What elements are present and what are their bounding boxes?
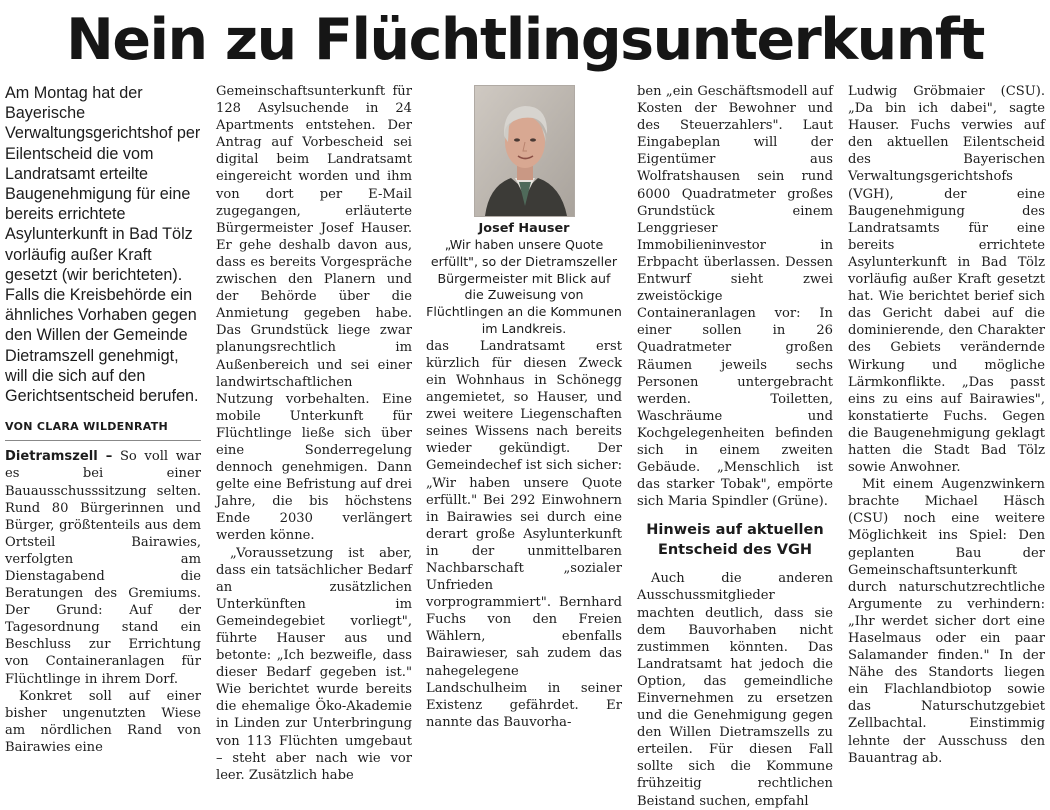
col1-paragraph-2: Konkret soll auf einer bisher ungenutzten Wiese am nördlichen Rand von Bairawies eine — [5, 688, 201, 755]
col2-paragraph-2: „Voraussetzung ist aber, dass ein tatsächlicher Bedarf an zusätzlichen Unterkünften im Gemeindegebiet vorliegt", führte Hauser aus und betonte: „Ich bezweifle, dass dieser Bedarf gegeben ist." Wie berichtet wurde bereits die ehemalige Öko-Akademie in Linden zur Unterbringung von 113 Flüchten umgebaut – steht aber nach wie vor leer. Zusätzlich habe — [216, 545, 412, 783]
col1-paragraph-1 — [5, 448, 201, 687]
portrait-photo — [474, 85, 575, 217]
dateline: Dietramszell – — [5, 449, 113, 465]
column-4 — [637, 83, 833, 809]
col5-paragraph-2: Mit einem Augenzwinkern brachte Michael Häsch (CSU) noch eine weitere Möglichkeit ins Spiel: Den geplanten Bau der Gemeinschaftsunterkunft durch naturschutzrechtliche Argumente zu verhindern: „Ihr werdet sicher dort eine Haselmaus oder ein paar Salamander finden." In der Nähe des Standorts liegen ein Flachlandbiotop sowie das Naturschutzgebiet Zellbachtal. Einstimmig lehnte der Ausschuss den Bauantrag ab. — [848, 477, 1045, 766]
lead-paragraph: Am Montag hat der Bayerische Verwaltungsgerichtshof per Eilentscheid die vom Landratsamt erteilte Baugenehmigung für eine bereits errichtete Asylunterkunft in Bad Tölz vorläufig außer Kraft gesetzt (wir berichteten). Falls die Kreisbehörde ein ähnliches Vorhaben gegen den Willen der Gemeinde Dietramszell genehmigt, will die sich auf den Gerichtsentscheid berufen. — [5, 84, 201, 406]
col3-paragraph-1: das Landratsamt erst kürzlich für diesen Zweck ein Wohnhaus in Schönegg angemietet, so Hauser, und zwei weitere Liegenschaften seines Wissens nach bereits wieder gekündigt. Der Gemeindechef ist sich sicher: „Wir haben unsere Quote erfüllt." Bei 292 Einwohnern in Bairawies sei durch eine derart große Asylunterkunft in der unmittelbaren Nachbarschaft „sozialer Unfrieden vorprogrammiert". Bernhard Fuchs von den Freien Wählern, ebenfalls Bairawieser, sah zudem das nahegelegene Landschulheim in seiner Existenz gefährdet. Er nannte das Bauvorha- — [426, 338, 622, 730]
column-5 — [848, 83, 1045, 766]
subheading: Hinweis auf aktuellen Entscheid des VGH — [646, 522, 824, 559]
photo-caption: „Wir haben unsere Quote erfüllt", so der Dietramszeller Bürgermeister mit Blick auf die Zuweisung von Flüchtlingen an die Kommunen im Landkreis. — [426, 237, 622, 336]
photo-block — [426, 85, 622, 338]
column-3 — [426, 83, 622, 730]
byline: VON CLARA WILDENRATH — [5, 418, 201, 441]
col4-paragraph-2: Auch die anderen Ausschussmitglieder machten deutlich, dass sie dem Bauvorhaben nicht zustimmen könnten. Das Landratsamt hat jedoch die Option, das gemeindliche Einvernehmen zu ersetzen und die Genehmigung gegen den Willen Dietramszells zu erteilen. Für diesen Fall sollte sich die Kommune frühzeitig rechtlichen Beistand suchen, empfahl — [637, 571, 833, 809]
col2-paragraph-1: Gemeinschaftsunterkunft für 128 Asylsuchende in 24 Apartments entstehen. Der Antrag auf Vorbescheid sei digital beim Landratsamt eingereicht worden und ihm von dort per E-Mail zugegangen, erläuterte Bürgermeister Josef Hauser. Er gehe deshalb davon aus, dass es bereits Vorgespräche zwischen den Planern und der Behörde über die Anmietung gegeben habe. Das Grundstück liege zwar planungsrechtlich im Außenbereich und sei einer landwirtschaftlichen Nutzung vorbehalten. Eine mobile Unterkunft für Flüchtlinge ließe sich über eine Sonderregelung dennoch genehmigen. Dann gelte eine Befristung auf drei Jahre, die bis höchstens Ende 2030 verlängert werden könne. — [216, 84, 412, 544]
column-1 — [5, 83, 201, 755]
col5-paragraph-1: Ludwig Gröbmaier (CSU). „Da bin ich dabei", sagte Hauser. Fuchs verwies auf den aktuellen Eilentscheid des Bayerischen Verwaltungsgerichtshofs (VGH), der eine Baugenehmigung des Landratsamts für eine bereits errichtete Asylunterkunft in Bad Tölz vorläufig außer Kraft gesetzt hat. Wie berichtet berief sich das Gericht dabei auf die dominierende, den Charakter des Gebiets verändernde Wirkung und mögliche Lärmkonflikte. „Das passt eins zu eins auf Bairawies", konstatierte Fuchs. Gegen die Baugenehmigung geklagt hatten die Stadt Bad Tölz sowie Anwohner. — [848, 84, 1045, 476]
col1-text-1: So voll war es bei einer Bauausschusssitzung selten. Rund 80 Bürgerinnen und Bürger, größtenteils aus dem Ortsteil Bairawies, verfolgten am Dienstagabend die Beratungen des Gremiums. Der Grund: Auf der Tagesordnung stand ein Beschluss zur Errichtung von Containeranlagen für Flüchtlinge in ihrem Dorf. — [5, 449, 201, 687]
column-2 — [216, 83, 412, 783]
headline: Nein zu Flüchtlingsunterkunft — [66, 7, 984, 73]
col4-paragraph-1: ben „ein Geschäftsmodell auf Kosten der Bewohner und des Steuerzahlers". Laut Eingabeplan will der Eigentümer aus Wolfratshausen sein rund 6000 Quadratmeter großes Grundstück einem Lenggrieser Immobilieninvestor in Erbpacht überlassen. Dessen Entwurf sieht zwei zweistöckige Containeranlagen vor: In einer sollen in 26 Quadratmeter großen Räumen jeweils sechs Personen untergebracht werden. Toiletten, Waschräume und Kochgelegenheiten befinden sich in einem zweiten Gebäude. „Menschlich ist das starker Tobak", empörte sich Maria Spindler (Grüne). — [637, 84, 833, 510]
photo-caption-name: Josef Hauser — [478, 221, 570, 236]
